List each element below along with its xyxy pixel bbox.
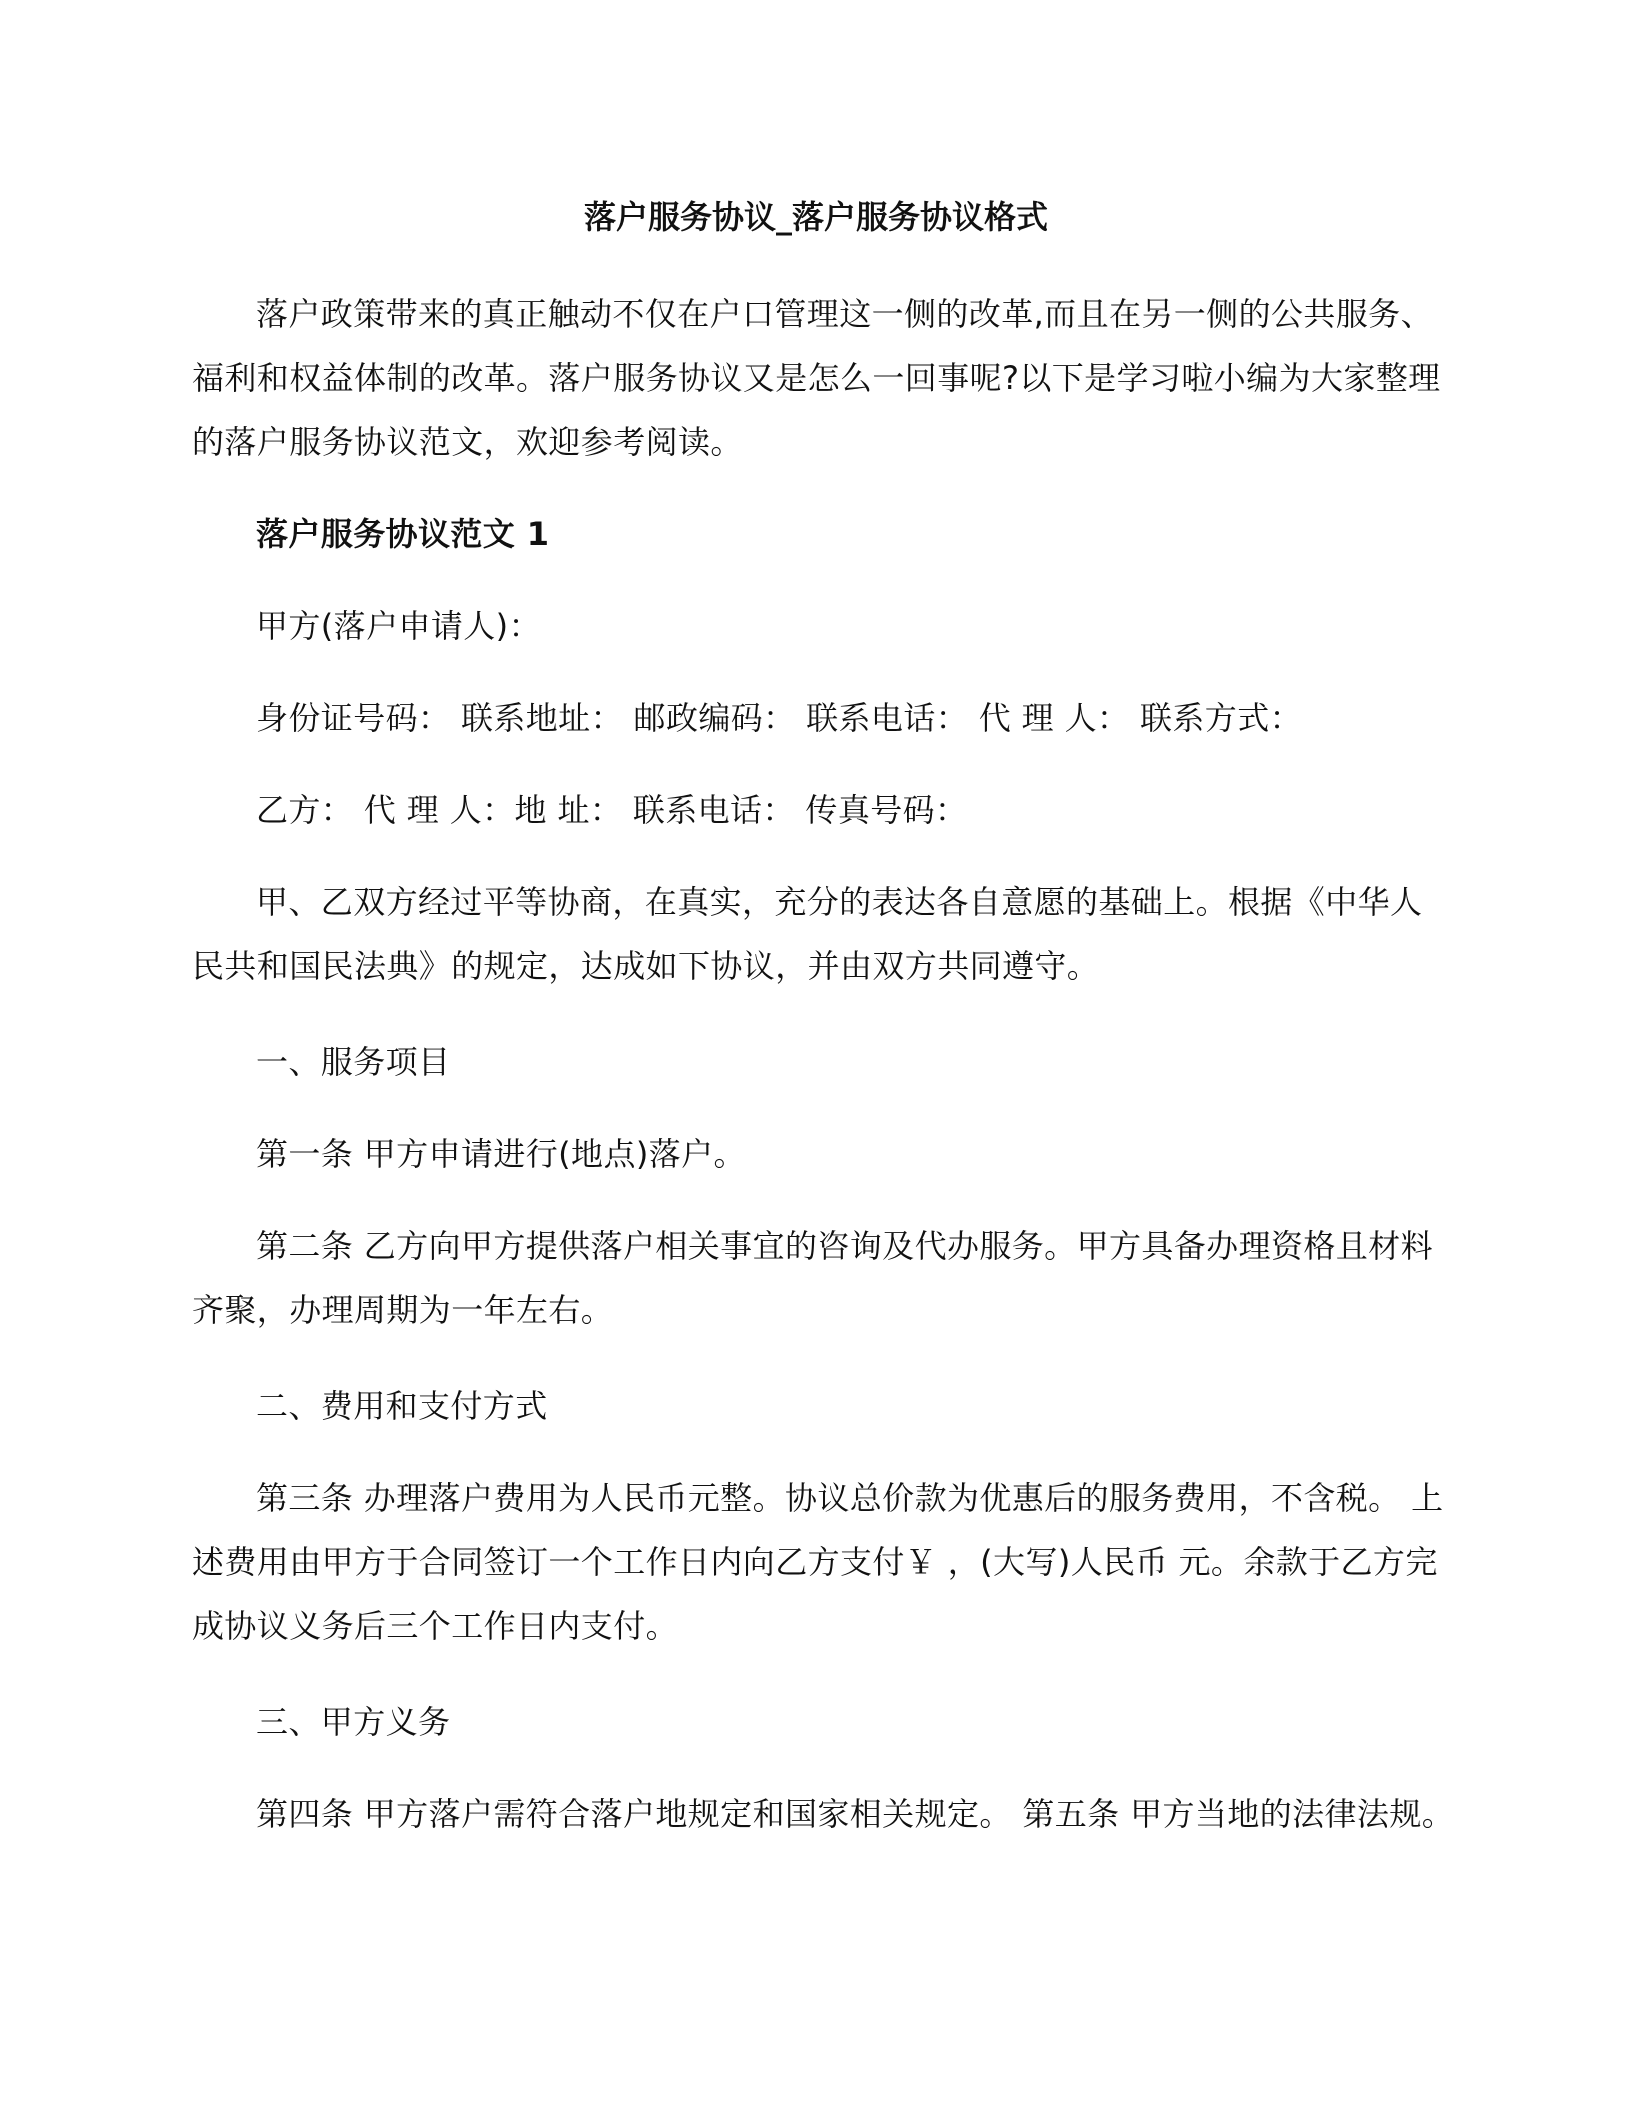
agreement-basis-paragraph: 甲、乙双方经过平等协商，在真实，充分的表达各自意愿的基础上。根据《中华人民共和国民法典》的规定，达成如下协议，并由双方共同遵守。 xyxy=(192,883,1423,985)
party-b-fields: 乙方： 代 理 人：地 址： 联系电话： 传真号码： xyxy=(256,791,968,829)
section-heading-fees: 二、费用和支付方式 xyxy=(256,1387,548,1425)
party-a-fields: 身份证号码： 联系地址： 邮政编码： 联系电话： 代 理 人： 联系方式： xyxy=(256,699,1303,737)
article-1: 第一条 甲方申请进行(地点)落户。 xyxy=(256,1135,746,1173)
articles-4-5: 第四条 甲方落户需符合落户地规定和国家相关规定。 第五条 甲方当地的法律法规。 xyxy=(256,1795,1455,1833)
party-a-label: 甲方(落户申请人)： xyxy=(256,607,541,645)
sample-heading: 落户服务协议范文 1 xyxy=(256,515,550,553)
document-title: 落户服务协议_落户服务协议格式 xyxy=(583,198,1048,236)
section-heading-party-a-duties: 三、甲方义务 xyxy=(256,1703,451,1741)
intro-paragraph: 落户政策带来的真正触动不仅在户口管理这一侧的改革,而且在另一侧的公共服务、福利和权益体制的改革。落户服务协议又是怎么一回事呢?以下是学习啦小编为大家整理的落户服务协议范文，欢迎参考阅读。 xyxy=(192,295,1441,461)
section-heading-services: 一、服务项目 xyxy=(256,1043,451,1081)
article-2: 第二条 乙方向甲方提供落户相关事宜的咨询及代办服务。甲方具备办理资格且材料齐聚，办理周期为一年左右。 xyxy=(192,1227,1433,1329)
article-3: 第三条 办理落户费用为人民币元整。协议总价款为优惠后的服务费用，不含税。 上述费用由甲方于合同签订一个工作日内向乙方支付￥ ，(大写)人民币 元。余款于乙方完成协议义务后三个工作日内支付。 xyxy=(192,1479,1444,1645)
